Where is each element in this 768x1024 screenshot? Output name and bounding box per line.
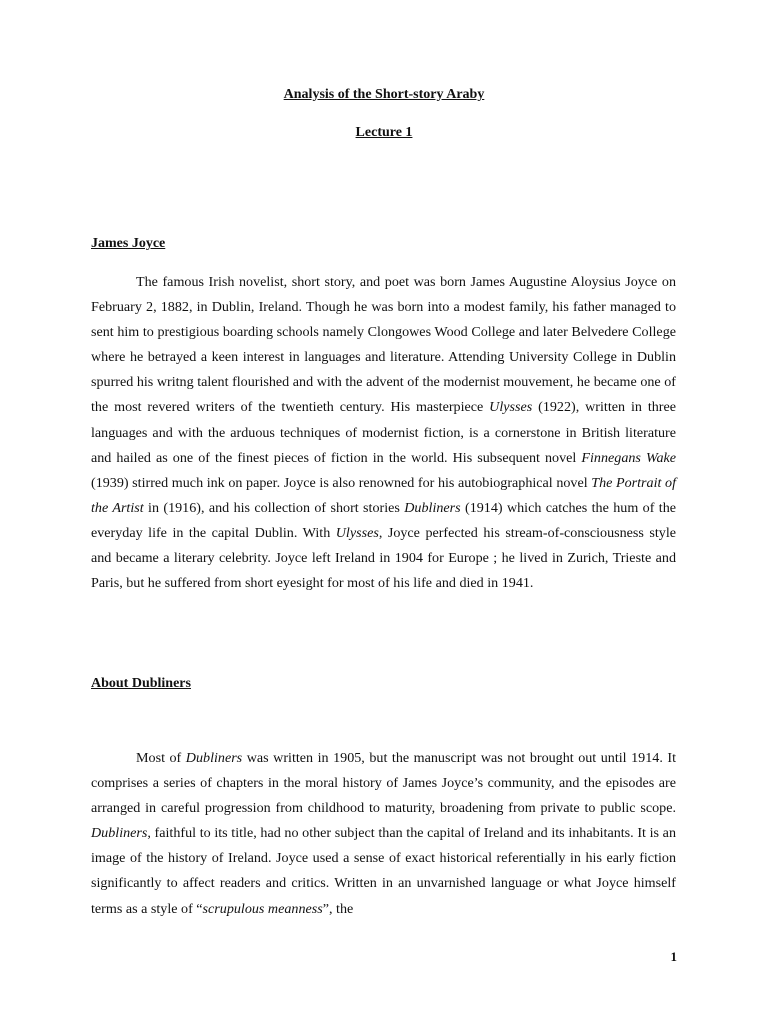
italic-title-dubliners: Dubliners — [404, 499, 461, 516]
paragraph-james-joyce — [91, 270, 676, 596]
paragraph-about-dubliners — [91, 746, 676, 922]
italic-title-finnegans-wake: Finnegans Wake — [581, 449, 676, 466]
section-heading-james-joyce: James Joyce — [91, 236, 166, 251]
italic-title-ulysses: Ulysses — [335, 524, 379, 541]
text-run: was written in 1905, but the manuscript was not brought out until 1914. It comprises a series of chapters in the moral history of James Joyce’s community, and the episodes are arranged in careful progression from childhood to maturity, broadening from private to public scope. — [91, 750, 676, 817]
document-title: Analysis of the Short-story Araby — [283, 87, 485, 102]
text-run: The famous Irish novelist, short story, and poet was born James Augustine Aloysius Joyce on February 2, 1882, in Dublin, Ireland. Though he was born into a modest family, his father managed to sent him to prestigious boarding schools namely Clongowes Wood College and later Belvedere College where he betrayed a keen interest in languages and literature. Attending University College in Dublin spurred his writng talent flourished and with the advent of the modernist mouvement, he became one of the most revered writers of the twentieth century. His masterpiece — [91, 274, 676, 416]
italic-quote-scrupulous-meanness: scrupulous meanness — [202, 900, 323, 917]
section-heading-about-dubliners: About Dubliners — [91, 676, 191, 691]
page-number: 1 — [670, 949, 677, 964]
text-run: (1914) which catches the hum of the everyday life in the capital Dublin. With — [91, 499, 676, 541]
text-run: , faithful to its title, had no other subject than the capital of Ireland and its inhabitants. It is an image of the history of Ireland. Joyce used a sense of exact historical referentially in his early fiction significantly to affect readers and critics. Written in an unvarnished language or what Joyce himself terms as a style of “ — [91, 825, 676, 917]
text-run: in (1916), and his collection of short stories — [143, 499, 405, 516]
text-run: Most of — [136, 750, 186, 766]
text-run: (1939) stirred much ink on paper. Joyce is also renowned for his autobiographical novel — [91, 474, 592, 491]
text-run: , Joyce perfected his stream-of-consciousness style and became a literary celebrity. Joyce left Ireland in 1904 for Europe ; he lived in Zurich, Trieste and Paris, but he suffered from short eyesight for most of his life and died in 1941. — [91, 524, 676, 592]
italic-title-ulysses: Ulysses — [489, 399, 533, 416]
italic-title-dubliners: Dubliners — [91, 825, 148, 842]
text-run: ”, the — [322, 900, 354, 917]
lecture-label: Lecture 1 — [355, 125, 413, 140]
italic-title-portrait: The Portrait of the Artist — [91, 474, 676, 516]
italic-title-dubliners: Dubliners — [185, 750, 243, 766]
text-run: (1922), written in three languages and with the arduous techniques of modernist fiction, is a cornerstone in British literature and hailed as one of the finest pieces of fiction in the world. His subsequent novel — [91, 399, 676, 466]
